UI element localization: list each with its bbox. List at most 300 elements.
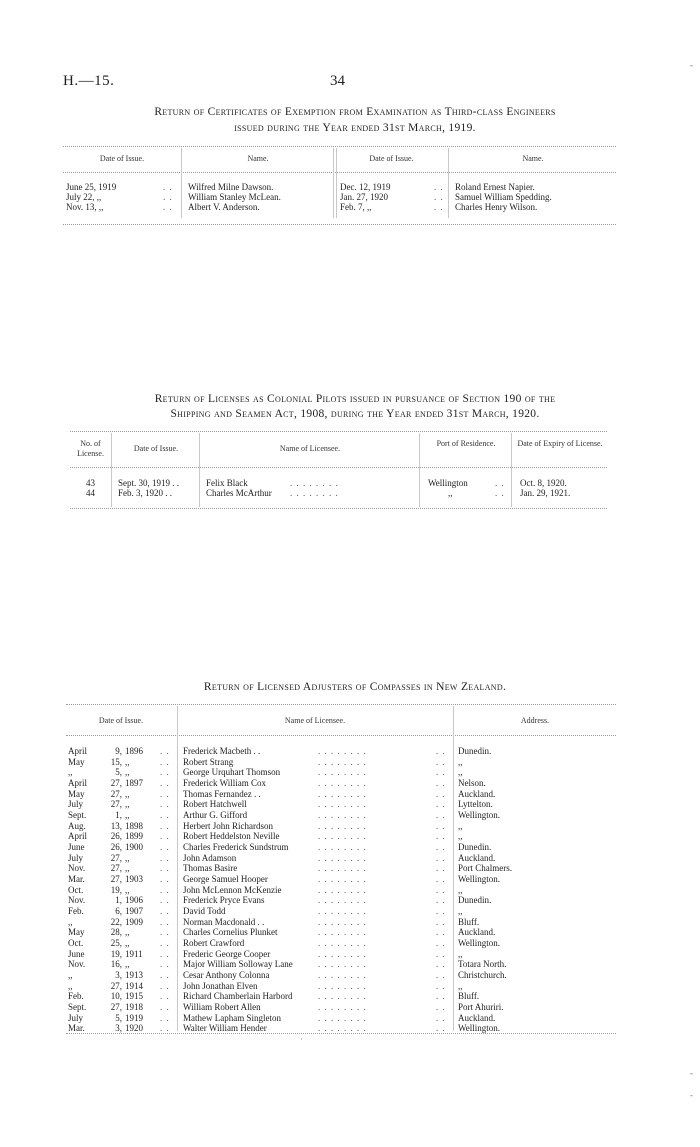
leader-dots: . . — [436, 980, 446, 991]
table-row — [0, 885, 700, 895]
licensee-name: Thomas Basire — [183, 863, 238, 874]
leader-dots: . . . . . . . . — [318, 874, 367, 885]
leader-dots: . . — [160, 756, 170, 767]
adjusters-col-date: Date of Issue. — [98, 716, 144, 725]
issue-date: June 25, 1919 — [66, 182, 117, 192]
pilots-title-line1: Return of Licenses as Colonial Pilots issued in pursuance of Section 190 of the — [154, 393, 556, 405]
issue-day: 3, — [115, 970, 122, 981]
table-row — [0, 917, 700, 927]
leader-dots: . . — [160, 820, 170, 831]
address: Dunedin. — [458, 746, 492, 756]
table-row — [0, 970, 700, 980]
issue-day: 5, — [115, 1012, 122, 1023]
issue-month: Feb. — [68, 906, 84, 917]
licensee-name: Robert Hatchwell — [183, 799, 247, 810]
issue-year: 1896 — [125, 746, 143, 756]
issue-day: 27, — [110, 788, 122, 799]
address: Bluff. — [458, 916, 480, 927]
leader-dots: . . — [436, 938, 446, 949]
table-row — [0, 938, 700, 948]
table-row — [0, 478, 700, 488]
table-row — [0, 202, 700, 212]
issue-month: Nov. — [68, 895, 86, 906]
issue-year: 1914 — [125, 980, 143, 991]
adjusters-col-name: Name of Licensee. — [284, 716, 346, 725]
address: Totara North. — [458, 959, 507, 970]
leader-dots: . . — [436, 959, 446, 970]
adjusters-header-rule — [66, 735, 616, 736]
issue-year: 1900 — [125, 842, 143, 853]
table-row — [0, 799, 700, 809]
leader-dots: . . . . . . . . — [318, 863, 367, 874]
leader-dots: . . — [436, 756, 446, 767]
leader-dots: . . . . . . . . — [318, 831, 367, 842]
engineer-name: Albert V. Anderson. — [188, 202, 260, 212]
issue-day: 27, — [110, 852, 122, 863]
leader-dots: . . — [160, 1012, 170, 1023]
issue-year: 1898 — [125, 820, 143, 831]
issue-day: 27, — [110, 863, 122, 874]
leader-dots: . . — [160, 767, 170, 778]
leader-dots: . . — [160, 938, 170, 949]
leader-dots: . . . . . . . . — [318, 746, 367, 756]
leader-dots: . . — [436, 927, 446, 938]
issue-day: 26, — [110, 831, 122, 842]
issue-year: 1899 — [125, 831, 143, 842]
leader-dots: . . . . . . . . — [290, 488, 339, 498]
leader-dots: . . . . . . . . — [318, 1002, 367, 1013]
issue-day: 15, — [110, 756, 122, 767]
issue-year: ,, — [125, 767, 130, 778]
issue-day: 19, — [110, 884, 122, 895]
engineer-name: Wilfred Milne Dawson. — [188, 182, 274, 192]
issue-year: ,, — [125, 810, 130, 821]
issue-year: 1906 — [125, 895, 143, 906]
leader-dots: . . — [436, 810, 446, 821]
leader-dots: . . — [160, 991, 170, 1002]
leader-dots: . . . . . . . . — [318, 959, 367, 970]
page-number: 34 — [330, 73, 345, 89]
leader-dots: . . — [436, 767, 446, 778]
leader-dots: . . . . . . . . — [318, 852, 367, 863]
issue-year: ,, — [125, 884, 130, 895]
leader-dots: . . — [436, 863, 446, 874]
leader-dots: . . . . . . . . — [318, 767, 367, 778]
issue-month: June — [68, 948, 85, 959]
licensee-name: John Adamson — [183, 852, 237, 863]
adjusters-bottom-rule — [66, 1033, 616, 1034]
table-row — [0, 906, 700, 916]
issue-year: 1907 — [125, 906, 143, 917]
issue-day: 27, — [110, 778, 122, 788]
engineer-name: Roland Ernest Napier. — [455, 182, 535, 192]
table-row — [0, 192, 700, 202]
leader-dots: . . — [436, 970, 446, 981]
issue-year: 1920 — [125, 1023, 143, 1034]
leader-dots: . . — [495, 478, 505, 488]
leader-dots: . . . . . . . . — [318, 810, 367, 821]
issue-year: ,, — [125, 927, 130, 938]
table-row — [0, 853, 700, 863]
exemption-col-date-left: Date of Issue. — [99, 154, 145, 163]
issue-month: July — [68, 1012, 84, 1023]
issue-date: Sept. 30, 1919 . . — [118, 478, 180, 488]
table-row — [0, 1013, 700, 1023]
licensee-name: Robert Strang — [183, 756, 234, 767]
leader-dots: . . — [436, 1002, 446, 1013]
issue-month: Aug. — [68, 820, 86, 831]
leader-dots: . . — [436, 916, 446, 927]
table-row — [0, 757, 700, 767]
leader-dots: . . — [495, 488, 505, 498]
issue-day: 1, — [115, 895, 122, 906]
address: Auckland. — [458, 852, 496, 863]
licensee-name: Cesar Anthony Colonna — [183, 970, 270, 981]
port-of-residence: ,, — [448, 488, 453, 498]
leader-dots: . . — [434, 192, 444, 202]
leader-dots: . . . . . . . . — [318, 938, 367, 949]
leader-dots: . . — [160, 799, 170, 810]
licensee-name: Major William Solloway Lane — [183, 959, 293, 970]
leader-dots: . . . . . . . . — [318, 927, 367, 938]
table-row — [0, 1023, 700, 1033]
engineer-name: Charles Henry Wilson. — [455, 202, 538, 212]
issue-year: ,, — [125, 788, 130, 799]
address: Wellington. — [458, 1023, 501, 1034]
licensee-name: William Robert Allen — [183, 1002, 261, 1013]
table-row — [0, 182, 700, 192]
address: ,, — [458, 831, 463, 842]
licensee-name: Charles Frederick Sundstrum — [183, 842, 289, 853]
print-speck: · — [300, 1034, 303, 1044]
adjusters-title: Return of Licensed Adjusters of Compasses in New Zealand. — [203, 681, 507, 693]
leader-dots: . . . . . . . . — [318, 991, 367, 1002]
issue-month: ,, — [68, 970, 73, 981]
leader-dots: . . — [160, 746, 170, 756]
issue-day: 22, — [110, 916, 122, 927]
leader-dots: . . . . . . . . — [318, 948, 367, 959]
issue-month: July — [68, 799, 84, 810]
licensee-name: Charles McArthur — [206, 488, 272, 498]
issue-date: Feb. 3, 1920 . . — [118, 488, 172, 498]
licensee-name: Arthur G. Gifford — [183, 810, 248, 821]
leader-dots: . . — [160, 895, 170, 906]
issue-day: 26, — [110, 842, 122, 853]
table-row — [0, 895, 700, 905]
leader-dots: . . — [160, 852, 170, 863]
leader-dots: . . — [436, 788, 446, 799]
issue-year: ,, — [125, 799, 130, 810]
issue-month: April — [68, 778, 87, 788]
leader-dots: . . . . . . . . — [318, 906, 367, 917]
adjusters-col-address: Address. — [520, 716, 550, 725]
issue-month: Sept. — [68, 810, 87, 821]
leader-dots: . . — [436, 1023, 446, 1034]
table-row — [0, 831, 700, 841]
exemption-bottom-rule — [63, 224, 616, 225]
issue-month: April — [68, 831, 87, 842]
pilots-col-number: No. of License. — [77, 439, 104, 458]
leader-dots: . . . . . . . . — [318, 895, 367, 906]
address: ,, — [458, 767, 463, 778]
issue-year: 1915 — [125, 991, 143, 1002]
leader-dots: . . . . . . . . — [318, 970, 367, 981]
address: ,, — [458, 906, 463, 917]
issue-year: 1897 — [125, 778, 143, 788]
table-row — [0, 874, 700, 884]
issue-year: ,, — [125, 959, 130, 970]
address: ,, — [458, 756, 463, 767]
issue-day: 27, — [110, 799, 122, 810]
licensee-name: Robert Heddelston Neville — [183, 831, 280, 842]
pilots-col-expiry: Date of Expiry of License. — [517, 439, 603, 448]
licensee-name: Felix Black — [206, 478, 248, 488]
issue-year: 1911 — [125, 948, 143, 959]
leader-dots: . . — [160, 863, 170, 874]
leader-dots: . . . . . . . . — [318, 788, 367, 799]
address: Wellington. — [458, 874, 501, 885]
licensee-name: Richard Chamberlain Harbord — [183, 991, 293, 1002]
leader-dots: . . — [160, 842, 170, 853]
address: Wellington. — [458, 938, 501, 949]
leader-dots: . . . . . . . . — [318, 842, 367, 853]
issue-day: 27, — [110, 1002, 122, 1013]
issue-month: Nov. — [68, 863, 86, 874]
leader-dots: . . . . . . . . — [318, 884, 367, 895]
issue-month: ,, — [68, 767, 73, 778]
issue-month: May — [68, 788, 85, 799]
leader-dots: . . — [436, 746, 446, 756]
leader-dots: . . — [436, 852, 446, 863]
address: Auckland. — [458, 788, 496, 799]
issue-day: 3, — [115, 1023, 122, 1034]
table-row — [0, 767, 700, 777]
leader-dots: . . . . . . . . — [318, 799, 367, 810]
licensee-name: Walter William Hender — [183, 1023, 267, 1034]
leader-dots: . . — [160, 778, 170, 788]
table-row — [0, 810, 700, 820]
leader-dots: . . — [160, 980, 170, 991]
issue-year: 1903 — [125, 874, 143, 885]
leader-dots: . . — [160, 831, 170, 842]
issue-month: ,, — [68, 980, 73, 991]
issue-month: Mar. — [68, 874, 85, 885]
address: ,, — [458, 980, 463, 991]
licensee-name: David Todd — [183, 906, 226, 917]
issue-day: 13, — [110, 820, 122, 831]
licensee-name: Frederick Pryce Evans — [183, 895, 265, 906]
address: Bluff. — [458, 991, 480, 1002]
leader-dots: . . — [160, 970, 170, 981]
table-row — [0, 789, 700, 799]
issue-month: ,, — [68, 916, 73, 927]
adjusters-top-rule — [66, 704, 616, 705]
exemption-header-rule — [63, 172, 616, 173]
margin-mark: - — [690, 1068, 693, 1078]
issue-month: May — [68, 756, 85, 767]
leader-dots: . . — [160, 884, 170, 895]
issue-date: July 22, ,, — [66, 192, 102, 202]
licensee-name: Robert Crawford — [183, 938, 245, 949]
engineer-name: William Stanley McLean. — [188, 192, 281, 202]
exemption-title-line2: issued during the Year ended 31st March, 1919. — [234, 122, 476, 134]
licensee-name: Herbert John Richardson — [183, 820, 273, 831]
address: ,, — [458, 884, 463, 895]
licensee-name: Mathew Lapham Singleton — [183, 1012, 281, 1023]
expiry-date: Oct. 8, 1920. — [520, 478, 567, 488]
issue-month: April — [68, 746, 87, 756]
address: Lyttelton. — [458, 799, 493, 810]
issue-year: 1909 — [125, 916, 143, 927]
leader-dots: . . — [434, 202, 444, 212]
issue-month: Oct. — [68, 938, 84, 949]
issue-month: Nov. — [68, 959, 86, 970]
issue-day: 27, — [110, 874, 122, 885]
licensee-name: John Jonathan Elven — [183, 980, 258, 991]
table-row — [0, 949, 700, 959]
issue-date: Feb. 7, ,, — [340, 202, 372, 212]
issue-month: May — [68, 927, 85, 938]
table-row — [0, 1002, 700, 1012]
leader-dots: . . — [436, 820, 446, 831]
issue-month: Feb. — [68, 991, 84, 1002]
issue-day: 16, — [110, 959, 122, 970]
leader-dots: . . — [160, 788, 170, 799]
leader-dots: . . — [436, 948, 446, 959]
address: Dunedin. — [458, 842, 492, 853]
licensee-name: Frederick Macbeth . . — [183, 746, 261, 756]
issue-day: 1, — [115, 810, 122, 821]
pilots-header-rule — [70, 467, 607, 468]
leader-dots: . . — [160, 1002, 170, 1013]
leader-dots: . . . . . . . . — [318, 916, 367, 927]
table-row — [0, 842, 700, 852]
issue-year: 1918 — [125, 1002, 143, 1013]
leader-dots: . . . . . . . . — [318, 778, 367, 788]
leader-dots: . . — [160, 927, 170, 938]
leader-dots: . . — [436, 778, 446, 788]
address: Port Ahuriri. — [458, 1002, 504, 1013]
issue-date: Jan. 27, 1920 — [340, 192, 388, 202]
exemption-col-name-right: Name. — [522, 154, 544, 163]
table-row — [0, 981, 700, 991]
leader-dots: . . — [436, 831, 446, 842]
issue-day: 6, — [115, 906, 122, 917]
pilots-col-date: Date of Issue. — [133, 444, 179, 453]
exemption-col-name-left: Name. — [247, 154, 269, 163]
leader-dots: . . — [436, 874, 446, 885]
leader-dots: . . — [436, 895, 446, 906]
license-number: 44 — [86, 488, 95, 498]
table-row — [0, 746, 700, 756]
issue-year: ,, — [125, 756, 130, 767]
leader-dots: . . — [436, 991, 446, 1002]
exemption-col-date-right: Date of Issue. — [369, 154, 414, 163]
exemption-top-rule — [63, 146, 616, 147]
leader-dots: . . — [160, 1023, 170, 1034]
issue-month: June — [68, 842, 85, 853]
leader-dots: . . — [163, 192, 173, 202]
pilots-title-line2: Shipping and Seamen Act, 1908, during the Year ended 31st March, 1920. — [170, 408, 540, 420]
issue-month: Oct. — [68, 884, 84, 895]
issue-year: ,, — [125, 852, 130, 863]
address: Auckland. — [458, 1012, 496, 1023]
table-row — [0, 778, 700, 788]
leader-dots: . . . . . . . . — [290, 478, 339, 488]
address: ,, — [458, 948, 463, 959]
issue-year: ,, — [125, 863, 130, 874]
leader-dots: . . — [163, 182, 173, 192]
address: Dunedin. — [458, 895, 492, 906]
address: Christchurch. — [458, 970, 507, 981]
table-row — [0, 927, 700, 937]
table-row — [0, 991, 700, 1001]
licensee-name: Frederic George Cooper — [183, 948, 271, 959]
licensee-name: George Urquhart Thomson — [183, 767, 281, 778]
leader-dots: . . — [163, 202, 173, 212]
margin-mark: - — [690, 60, 693, 70]
leader-dots: . . — [160, 948, 170, 959]
pilots-top-rule — [70, 431, 607, 432]
engineer-name: Samuel William Spedding. — [455, 192, 552, 202]
leader-dots: . . — [160, 906, 170, 917]
licensee-name: Frederick William Cox — [183, 778, 266, 788]
margin-mark: - — [690, 1090, 693, 1100]
licensee-name: Charles Cornelius Plunket — [183, 927, 278, 938]
leader-dots: . . — [160, 916, 170, 927]
leader-dots: . . . . . . . . — [318, 980, 367, 991]
leader-dots: . . — [436, 906, 446, 917]
leader-dots: . . — [436, 1012, 446, 1023]
table-row — [0, 488, 700, 498]
port-of-residence: Wellington — [428, 478, 468, 488]
leader-dots: . . — [160, 810, 170, 821]
table-row — [0, 959, 700, 969]
issue-month: Sept. — [68, 1002, 87, 1013]
leader-dots: . . . . . . . . — [318, 820, 367, 831]
issue-day: 10, — [110, 991, 122, 1002]
pilots-bottom-rule — [70, 508, 607, 509]
document-reference: H.—15. — [63, 73, 115, 89]
issue-day: 27, — [110, 980, 122, 991]
issue-year: ,, — [125, 938, 130, 949]
issue-day: 9, — [115, 746, 122, 756]
expiry-date: Jan. 29, 1921. — [520, 488, 571, 498]
issue-day: 25, — [110, 938, 122, 949]
leader-dots: . . — [436, 842, 446, 853]
issue-date: Dec. 12, 1919 — [340, 182, 391, 192]
issue-date: Nov. 13, ,, — [66, 202, 104, 212]
issue-day: 19, — [110, 948, 122, 959]
address: Wellington. — [458, 810, 501, 821]
issue-month: July — [68, 852, 84, 863]
leader-dots: . . — [434, 182, 444, 192]
table-row — [0, 821, 700, 831]
issue-year: 1913 — [125, 970, 143, 981]
address: Auckland. — [458, 927, 496, 938]
leader-dots: . . . . . . . . — [318, 756, 367, 767]
address: Nelson. — [458, 778, 486, 788]
address: Port Chalmers. — [458, 863, 512, 874]
issue-month: Mar. — [68, 1023, 85, 1034]
leader-dots: . . — [436, 799, 446, 810]
licensee-name: Thomas Fernandez . . — [183, 788, 261, 799]
issue-day: 5, — [115, 767, 122, 778]
leader-dots: . . . . . . . . — [318, 1023, 367, 1034]
address: ,, — [458, 820, 463, 831]
leader-dots: . . — [160, 874, 170, 885]
pilots-col-name: Name of Licensee. — [279, 444, 341, 453]
